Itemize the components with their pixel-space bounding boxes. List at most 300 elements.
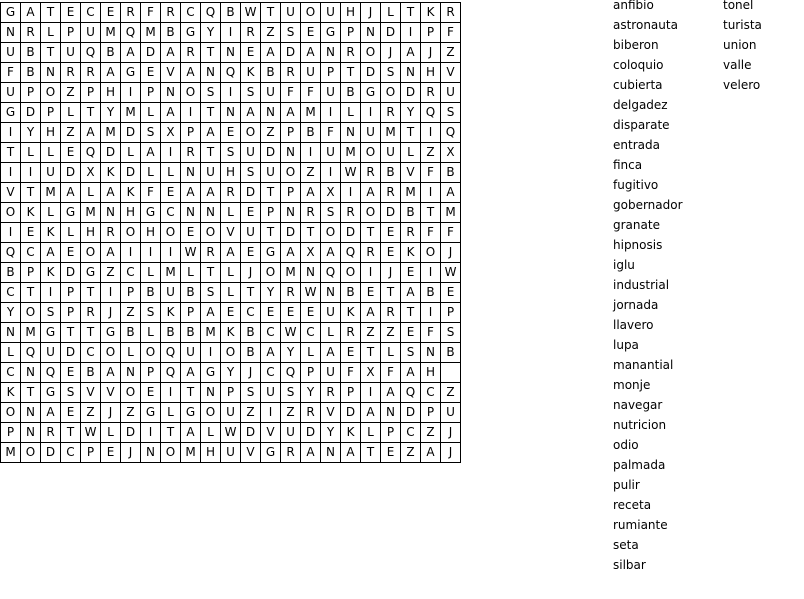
grid-cell[interactable]: J bbox=[381, 43, 401, 63]
grid-cell[interactable]: H bbox=[201, 443, 221, 463]
grid-cell[interactable]: A bbox=[181, 63, 201, 83]
grid-cell[interactable]: Z bbox=[261, 23, 281, 43]
grid-cell[interactable]: S bbox=[141, 303, 161, 323]
grid-cell[interactable]: E bbox=[261, 303, 281, 323]
grid-cell[interactable]: E bbox=[341, 343, 361, 363]
grid-cell[interactable]: W bbox=[441, 263, 461, 283]
grid-cell[interactable]: L bbox=[141, 263, 161, 283]
grid-cell[interactable]: B bbox=[1, 263, 21, 283]
grid-cell[interactable]: A bbox=[201, 303, 221, 323]
grid-cell[interactable]: U bbox=[41, 163, 61, 183]
grid-cell[interactable]: V bbox=[101, 383, 121, 403]
grid-cell[interactable]: G bbox=[101, 323, 121, 343]
grid-cell[interactable]: L bbox=[221, 203, 241, 223]
grid-cell[interactable]: F bbox=[141, 3, 161, 23]
grid-cell[interactable]: S bbox=[201, 83, 221, 103]
grid-cell[interactable]: K bbox=[341, 303, 361, 323]
grid-cell[interactable]: L bbox=[61, 223, 81, 243]
grid-cell[interactable]: W bbox=[281, 323, 301, 343]
grid-cell[interactable]: O bbox=[41, 83, 61, 103]
grid-cell[interactable]: K bbox=[241, 63, 261, 83]
grid-cell[interactable]: E bbox=[141, 63, 161, 83]
grid-cell[interactable]: U bbox=[261, 383, 281, 403]
grid-cell[interactable]: R bbox=[421, 83, 441, 103]
grid-cell[interactable]: B bbox=[21, 43, 41, 63]
grid-cell[interactable]: E bbox=[61, 363, 81, 383]
grid-cell[interactable]: R bbox=[281, 283, 301, 303]
grid-cell[interactable]: F bbox=[421, 163, 441, 183]
grid-cell[interactable]: E bbox=[381, 243, 401, 263]
grid-cell[interactable]: L bbox=[221, 283, 241, 303]
grid-cell[interactable]: S bbox=[241, 163, 261, 183]
grid-cell[interactable]: D bbox=[61, 343, 81, 363]
grid-cell[interactable]: W bbox=[341, 163, 361, 183]
grid-cell[interactable]: B bbox=[401, 203, 421, 223]
grid-cell[interactable]: N bbox=[21, 423, 41, 443]
grid-cell[interactable]: T bbox=[421, 203, 441, 223]
grid-cell[interactable]: T bbox=[81, 103, 101, 123]
grid-cell[interactable]: Y bbox=[401, 103, 421, 123]
grid-cell[interactable]: R bbox=[101, 223, 121, 243]
grid-cell[interactable]: Q bbox=[161, 363, 181, 383]
grid-cell[interactable]: G bbox=[321, 23, 341, 43]
grid-cell[interactable]: Z bbox=[121, 303, 141, 323]
grid-cell[interactable]: L bbox=[81, 183, 101, 203]
grid-cell[interactable]: A bbox=[61, 183, 81, 203]
grid-cell[interactable]: E bbox=[361, 283, 381, 303]
grid-cell[interactable]: L bbox=[141, 163, 161, 183]
grid-cell[interactable]: T bbox=[21, 383, 41, 403]
grid-cell[interactable]: U bbox=[221, 443, 241, 463]
grid-cell[interactable]: K bbox=[41, 223, 61, 243]
grid-cell[interactable]: I bbox=[161, 383, 181, 403]
grid-cell[interactable]: H bbox=[421, 363, 441, 383]
grid-cell[interactable]: L bbox=[41, 203, 61, 223]
grid-cell[interactable]: S bbox=[241, 83, 261, 103]
grid-cell[interactable]: A bbox=[301, 183, 321, 203]
grid-cell[interactable]: C bbox=[181, 3, 201, 23]
grid-cell[interactable]: A bbox=[261, 43, 281, 63]
grid-cell[interactable]: S bbox=[381, 63, 401, 83]
grid-cell[interactable]: D bbox=[401, 83, 421, 103]
grid-cell[interactable]: U bbox=[181, 343, 201, 363]
grid-cell[interactable]: N bbox=[21, 363, 41, 383]
grid-cell[interactable]: F bbox=[1, 63, 21, 83]
grid-cell[interactable]: A bbox=[261, 343, 281, 363]
grid-cell[interactable]: D bbox=[361, 63, 381, 83]
grid-cell[interactable]: U bbox=[161, 283, 181, 303]
grid-cell[interactable]: O bbox=[301, 3, 321, 23]
grid-cell[interactable]: X bbox=[441, 143, 461, 163]
grid-cell[interactable]: J bbox=[241, 263, 261, 283]
grid-cell[interactable]: T bbox=[61, 323, 81, 343]
grid-cell[interactable]: E bbox=[21, 223, 41, 243]
grid-cell[interactable]: K bbox=[41, 263, 61, 283]
grid-cell[interactable]: H bbox=[341, 3, 361, 23]
grid-cell[interactable]: A bbox=[101, 243, 121, 263]
grid-cell[interactable]: M bbox=[301, 103, 321, 123]
grid-cell[interactable]: C bbox=[421, 383, 441, 403]
grid-cell[interactable]: Z bbox=[401, 443, 421, 463]
grid-cell[interactable]: R bbox=[161, 3, 181, 23]
grid-cell[interactable]: R bbox=[81, 303, 101, 323]
grid-cell[interactable]: L bbox=[161, 403, 181, 423]
grid-cell[interactable]: L bbox=[141, 103, 161, 123]
grid-cell[interactable]: M bbox=[281, 263, 301, 283]
grid-cell[interactable]: P bbox=[141, 363, 161, 383]
grid-cell[interactable]: T bbox=[401, 303, 421, 323]
grid-cell[interactable]: D bbox=[381, 23, 401, 43]
grid-cell[interactable]: U bbox=[261, 83, 281, 103]
grid-cell[interactable]: G bbox=[181, 403, 201, 423]
grid-cell[interactable]: A bbox=[301, 43, 321, 63]
grid-cell[interactable]: Z bbox=[241, 403, 261, 423]
grid-cell[interactable]: N bbox=[281, 203, 301, 223]
grid-cell[interactable]: A bbox=[21, 3, 41, 23]
grid-cell[interactable]: Z bbox=[301, 163, 321, 183]
grid-cell[interactable]: I bbox=[261, 403, 281, 423]
grid-cell[interactable]: B bbox=[341, 283, 361, 303]
grid-cell[interactable]: Z bbox=[421, 143, 441, 163]
grid-cell[interactable]: U bbox=[321, 83, 341, 103]
grid-cell[interactable]: C bbox=[261, 323, 281, 343]
grid-cell[interactable]: I bbox=[361, 263, 381, 283]
grid-cell[interactable]: P bbox=[221, 383, 241, 403]
grid-cell[interactable]: I bbox=[421, 123, 441, 143]
grid-cell[interactable]: G bbox=[41, 323, 61, 343]
grid-cell[interactable]: A bbox=[161, 103, 181, 123]
grid-cell[interactable]: Y bbox=[321, 423, 341, 443]
grid-cell[interactable]: D bbox=[141, 43, 161, 63]
grid-cell[interactable]: R bbox=[281, 443, 301, 463]
grid-cell[interactable]: T bbox=[81, 283, 101, 303]
grid-cell[interactable]: A bbox=[321, 243, 341, 263]
grid-cell[interactable]: M bbox=[41, 183, 61, 203]
grid-cell[interactable]: O bbox=[261, 263, 281, 283]
grid-cell[interactable]: Z bbox=[441, 43, 461, 63]
grid-cell[interactable]: T bbox=[261, 223, 281, 243]
grid-cell[interactable]: A bbox=[41, 403, 61, 423]
grid-cell[interactable]: N bbox=[181, 163, 201, 183]
grid-cell[interactable]: N bbox=[201, 383, 221, 403]
grid-cell[interactable]: R bbox=[301, 403, 321, 423]
grid-cell[interactable]: T bbox=[361, 343, 381, 363]
grid-cell[interactable]: B bbox=[21, 63, 41, 83]
grid-cell[interactable]: Z bbox=[81, 403, 101, 423]
grid-cell[interactable]: G bbox=[201, 363, 221, 383]
grid-cell[interactable]: E bbox=[221, 123, 241, 143]
grid-cell[interactable]: A bbox=[41, 243, 61, 263]
grid-cell[interactable]: D bbox=[121, 163, 141, 183]
grid-cell[interactable]: I bbox=[141, 243, 161, 263]
grid-cell[interactable]: A bbox=[201, 123, 221, 143]
grid-cell[interactable]: B bbox=[241, 323, 261, 343]
grid-cell[interactable]: O bbox=[421, 243, 441, 263]
grid-cell[interactable]: N bbox=[221, 43, 241, 63]
grid-cell[interactable]: S bbox=[321, 203, 341, 223]
grid-cell[interactable]: N bbox=[181, 203, 201, 223]
grid-cell[interactable]: I bbox=[161, 243, 181, 263]
grid-cell[interactable]: A bbox=[181, 183, 201, 203]
grid-cell[interactable]: D bbox=[101, 143, 121, 163]
grid-cell[interactable]: X bbox=[361, 363, 381, 383]
grid-cell[interactable]: G bbox=[121, 63, 141, 83]
grid-cell[interactable]: I bbox=[341, 183, 361, 203]
grid-cell[interactable]: Y bbox=[261, 283, 281, 303]
grid-cell[interactable]: U bbox=[381, 143, 401, 163]
grid-cell[interactable]: M bbox=[81, 203, 101, 223]
grid-cell[interactable]: G bbox=[1, 103, 21, 123]
grid-cell[interactable]: C bbox=[401, 423, 421, 443]
grid-cell[interactable]: O bbox=[141, 343, 161, 363]
grid-cell[interactable]: G bbox=[1, 3, 21, 23]
grid-cell[interactable]: P bbox=[21, 83, 41, 103]
grid-cell[interactable]: A bbox=[361, 303, 381, 323]
grid-cell[interactable]: R bbox=[121, 3, 141, 23]
grid-cell[interactable]: Q bbox=[161, 343, 181, 363]
grid-cell[interactable]: U bbox=[361, 123, 381, 143]
grid-cell[interactable]: F bbox=[301, 83, 321, 103]
grid-cell[interactable]: W bbox=[181, 243, 201, 263]
grid-cell[interactable]: E bbox=[381, 223, 401, 243]
grid-cell[interactable]: V bbox=[261, 423, 281, 443]
grid-cell[interactable]: O bbox=[181, 83, 201, 103]
grid-cell[interactable]: Y bbox=[21, 123, 41, 143]
grid-cell[interactable]: T bbox=[21, 283, 41, 303]
grid-cell[interactable]: G bbox=[61, 203, 81, 223]
grid-cell[interactable]: E bbox=[281, 303, 301, 323]
grid-cell[interactable]: T bbox=[301, 223, 321, 243]
grid-cell[interactable]: G bbox=[181, 23, 201, 43]
grid-cell[interactable]: Q bbox=[441, 123, 461, 143]
grid-cell[interactable]: P bbox=[61, 303, 81, 323]
grid-cell[interactable]: U bbox=[281, 3, 301, 23]
grid-cell[interactable]: U bbox=[41, 343, 61, 363]
grid-cell[interactable]: M bbox=[101, 23, 121, 43]
grid-cell[interactable]: L bbox=[1, 343, 21, 363]
grid-cell[interactable]: Q bbox=[81, 143, 101, 163]
grid-cell[interactable]: R bbox=[361, 163, 381, 183]
grid-cell[interactable]: O bbox=[121, 223, 141, 243]
grid-cell[interactable]: H bbox=[101, 83, 121, 103]
grid-cell[interactable]: F bbox=[441, 23, 461, 43]
grid-cell[interactable]: V bbox=[161, 63, 181, 83]
grid-cell[interactable]: R bbox=[381, 103, 401, 123]
grid-cell[interactable]: O bbox=[361, 43, 381, 63]
grid-cell[interactable]: Q bbox=[121, 23, 141, 43]
grid-cell[interactable]: D bbox=[21, 103, 41, 123]
grid-cell[interactable]: C bbox=[21, 243, 41, 263]
grid-cell[interactable]: B bbox=[421, 283, 441, 303]
grid-cell[interactable]: U bbox=[321, 3, 341, 23]
grid-cell[interactable]: D bbox=[61, 263, 81, 283]
grid-cell[interactable]: I bbox=[1, 123, 21, 143]
grid-cell[interactable]: I bbox=[361, 383, 381, 403]
grid-cell[interactable]: P bbox=[81, 83, 101, 103]
grid-cell[interactable]: L bbox=[401, 143, 421, 163]
grid-cell[interactable]: K bbox=[101, 163, 121, 183]
grid-cell[interactable]: O bbox=[241, 123, 261, 143]
grid-cell[interactable]: U bbox=[241, 143, 261, 163]
grid-cell[interactable]: T bbox=[181, 383, 201, 403]
grid-cell[interactable]: C bbox=[1, 363, 21, 383]
grid-cell[interactable]: P bbox=[261, 203, 281, 223]
grid-cell[interactable]: V bbox=[321, 403, 341, 423]
grid-cell[interactable]: Y bbox=[301, 383, 321, 403]
grid-cell[interactable]: D bbox=[121, 123, 141, 143]
grid-cell[interactable]: N bbox=[301, 263, 321, 283]
grid-cell[interactable]: S bbox=[241, 383, 261, 403]
grid-cell[interactable]: N bbox=[281, 143, 301, 163]
grid-cell[interactable]: F bbox=[421, 223, 441, 243]
grid-cell[interactable]: E bbox=[221, 303, 241, 323]
grid-cell[interactable]: D bbox=[401, 403, 421, 423]
grid-cell[interactable]: L bbox=[321, 323, 341, 343]
grid-cell[interactable]: U bbox=[261, 163, 281, 183]
grid-cell[interactable]: C bbox=[61, 443, 81, 463]
grid-cell[interactable]: U bbox=[1, 83, 21, 103]
grid-cell[interactable]: P bbox=[341, 383, 361, 403]
grid-cell[interactable]: R bbox=[341, 43, 361, 63]
grid-cell[interactable]: V bbox=[241, 443, 261, 463]
grid-cell[interactable]: T bbox=[81, 323, 101, 343]
grid-cell[interactable]: T bbox=[161, 423, 181, 443]
grid-cell[interactable]: I bbox=[361, 103, 381, 123]
grid-cell[interactable]: E bbox=[101, 443, 121, 463]
grid-cell[interactable]: K bbox=[1, 383, 21, 403]
grid-cell[interactable]: T bbox=[61, 423, 81, 443]
grid-cell[interactable]: L bbox=[101, 423, 121, 443]
grid-cell[interactable]: Z bbox=[121, 403, 141, 423]
grid-cell[interactable]: D bbox=[281, 223, 301, 243]
grid-cell[interactable]: T bbox=[261, 183, 281, 203]
grid-cell[interactable]: C bbox=[121, 263, 141, 283]
grid-cell[interactable]: P bbox=[1, 423, 21, 443]
grid-cell[interactable]: Z bbox=[421, 423, 441, 443]
grid-cell[interactable]: R bbox=[181, 43, 201, 63]
grid-cell[interactable]: O bbox=[161, 223, 181, 243]
grid-cell[interactable]: B bbox=[301, 123, 321, 143]
grid-cell[interactable]: U bbox=[441, 403, 461, 423]
grid-cell[interactable]: A bbox=[121, 43, 141, 63]
grid-cell[interactable]: X bbox=[81, 163, 101, 183]
grid-cell[interactable]: F bbox=[281, 83, 301, 103]
grid-cell[interactable]: A bbox=[381, 383, 401, 403]
grid-cell[interactable]: A bbox=[281, 103, 301, 123]
grid-cell[interactable]: X bbox=[301, 243, 321, 263]
grid-cell[interactable]: P bbox=[341, 23, 361, 43]
grid-cell[interactable]: U bbox=[201, 163, 221, 183]
grid-cell[interactable]: F bbox=[341, 363, 361, 383]
grid-cell[interactable]: K bbox=[121, 183, 141, 203]
grid-cell[interactable]: T bbox=[341, 63, 361, 83]
grid-cell[interactable]: N bbox=[161, 83, 181, 103]
grid-cell[interactable]: M bbox=[441, 203, 461, 223]
grid-cell[interactable]: A bbox=[321, 343, 341, 363]
grid-cell[interactable]: I bbox=[401, 23, 421, 43]
grid-cell[interactable]: E bbox=[241, 203, 261, 223]
grid-cell[interactable]: O bbox=[361, 143, 381, 163]
grid-cell[interactable]: P bbox=[281, 183, 301, 203]
grid-cell[interactable]: O bbox=[121, 383, 141, 403]
grid-cell[interactable]: G bbox=[361, 83, 381, 103]
grid-cell[interactable]: Z bbox=[61, 83, 81, 103]
grid-cell[interactable]: L bbox=[41, 143, 61, 163]
grid-cell[interactable]: R bbox=[381, 303, 401, 323]
grid-cell[interactable]: T bbox=[41, 3, 61, 23]
grid-cell[interactable]: R bbox=[241, 23, 261, 43]
grid-cell[interactable]: G bbox=[81, 263, 101, 283]
grid-cell[interactable]: M bbox=[381, 123, 401, 143]
grid-cell[interactable]: Q bbox=[321, 263, 341, 283]
grid-cell[interactable]: S bbox=[281, 23, 301, 43]
grid-cell[interactable]: B bbox=[261, 63, 281, 83]
grid-cell[interactable]: M bbox=[1, 443, 21, 463]
grid-cell[interactable]: H bbox=[81, 223, 101, 243]
grid-cell[interactable]: G bbox=[261, 243, 281, 263]
grid-cell[interactable]: P bbox=[81, 443, 101, 463]
grid-cell[interactable]: S bbox=[221, 143, 241, 163]
grid-cell[interactable]: A bbox=[441, 183, 461, 203]
grid-cell[interactable]: L bbox=[161, 163, 181, 183]
grid-cell[interactable]: N bbox=[261, 103, 281, 123]
grid-cell[interactable]: I bbox=[161, 143, 181, 163]
grid-cell[interactable]: Y bbox=[221, 363, 241, 383]
grid-cell[interactable]: D bbox=[241, 423, 261, 443]
grid-cell[interactable]: N bbox=[321, 43, 341, 63]
grid-cell[interactable]: P bbox=[381, 423, 401, 443]
grid-cell[interactable]: P bbox=[321, 63, 341, 83]
grid-cell[interactable]: E bbox=[61, 3, 81, 23]
grid-cell[interactable]: D bbox=[341, 223, 361, 243]
grid-cell[interactable]: W bbox=[301, 283, 321, 303]
grid-cell[interactable]: A bbox=[181, 363, 201, 383]
grid-cell[interactable]: G bbox=[141, 203, 161, 223]
grid-cell[interactable]: F bbox=[421, 323, 441, 343]
grid-cell[interactable]: P bbox=[301, 363, 321, 383]
grid-cell[interactable]: R bbox=[221, 183, 241, 203]
grid-cell[interactable]: M bbox=[341, 143, 361, 163]
grid-cell[interactable]: A bbox=[401, 43, 421, 63]
grid-cell[interactable]: R bbox=[61, 63, 81, 83]
grid-cell[interactable]: U bbox=[1, 43, 21, 63]
grid-cell[interactable]: N bbox=[21, 403, 41, 423]
grid-cell[interactable]: B bbox=[241, 343, 261, 363]
grid-cell[interactable]: Y bbox=[201, 23, 221, 43]
grid-cell[interactable]: Z bbox=[61, 123, 81, 143]
grid-cell[interactable]: I bbox=[101, 283, 121, 303]
grid-cell[interactable]: A bbox=[341, 443, 361, 463]
grid-cell[interactable]: Z bbox=[381, 323, 401, 343]
grid-cell[interactable]: C bbox=[81, 3, 101, 23]
grid-cell[interactable]: D bbox=[61, 163, 81, 183]
grid-cell[interactable]: L bbox=[41, 23, 61, 43]
grid-cell[interactable]: G bbox=[41, 383, 61, 403]
grid-cell[interactable]: B bbox=[101, 43, 121, 63]
grid-cell[interactable]: U bbox=[241, 223, 261, 243]
grid-cell[interactable]: A bbox=[301, 443, 321, 463]
grid-cell[interactable]: U bbox=[441, 83, 461, 103]
grid-cell[interactable]: O bbox=[1, 203, 21, 223]
grid-cell[interactable]: D bbox=[381, 203, 401, 223]
grid-cell[interactable]: Q bbox=[341, 243, 361, 263]
grid-cell[interactable]: P bbox=[141, 83, 161, 103]
grid-cell[interactable]: O bbox=[361, 203, 381, 223]
grid-cell[interactable]: A bbox=[221, 243, 241, 263]
grid-cell[interactable]: Q bbox=[281, 363, 301, 383]
grid-cell[interactable]: A bbox=[181, 423, 201, 443]
grid-cell[interactable]: R bbox=[41, 423, 61, 443]
